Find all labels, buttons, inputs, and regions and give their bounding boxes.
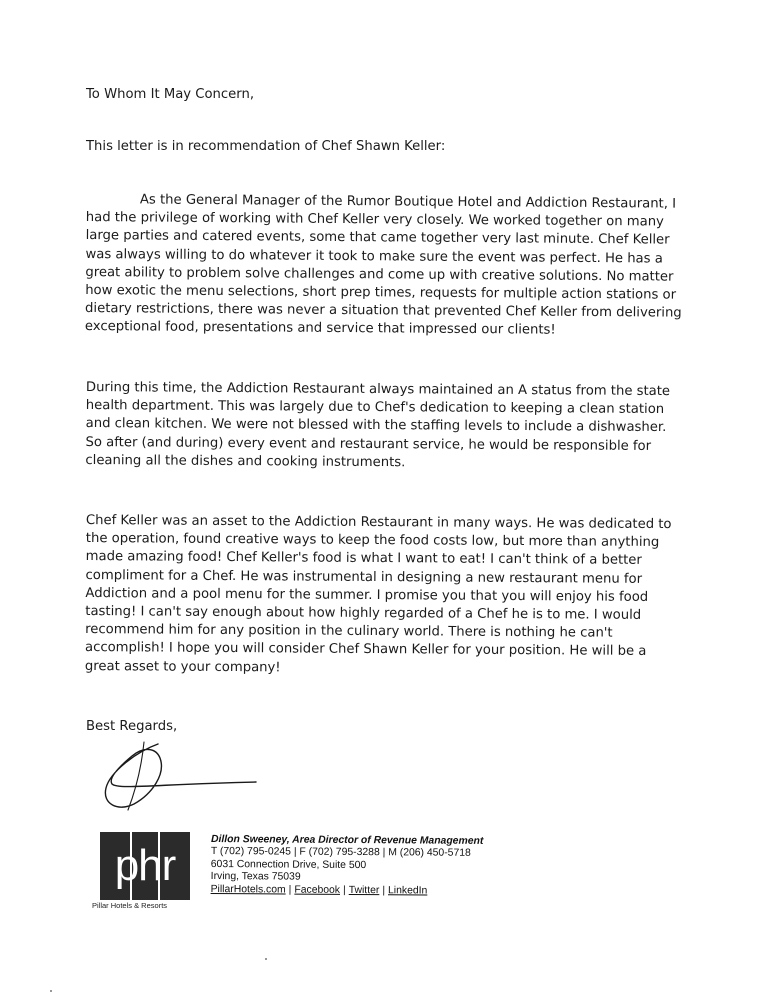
paragraph-3: Chef Keller was an asset to the Addiction Restaurant in many ways. He was dedicated to the operation, found creative ways to keep the food costs low, but more than anything made amazing food! Chef Keller's food is what I want to eat! I can't think of a better compliment for a Chef. He was instrumental in designing a new restaurant menu for Addiction and a pool menu for the summer. I promise you that you will enjoy his food tasting! I can't say enough about how highly regarded of a Chef he is to me. I would recommend him for any position in the culinary world. There is nothing he can't accomplish! I hope you will consider Chef Shawn Keller for your position. He will be a great asset to your company! [84, 513, 672, 676]
intro-line: This letter is in recommendation of Chef Shawn Keller: [86, 139, 446, 155]
website-link[interactable]: PillarHotels.com [210, 883, 286, 896]
paragraph-2: During this time, the Addiction Restaurant always maintained an A status from the state health department. This was largely due to Chef's dedication to keeping a clean station and clean kitchen. We were not blessed with the staffing levels to include a dishwasher. So after (and during) every event and restaurant service, he would be responsible for cleaning all the dishes and cooking instruments. [85, 380, 671, 471]
facebook-link[interactable]: Facebook [294, 884, 341, 896]
phr-logo [100, 832, 190, 900]
address-line-1: 6031 Connection Drive, Suite 500 [210, 858, 367, 871]
salutation: To Whom It May Concern, [86, 87, 255, 102]
linkedin-link[interactable]: LinkedIn [388, 884, 428, 897]
link-separator: | [382, 884, 386, 896]
signature-block [211, 834, 531, 898]
twitter-link[interactable]: Twitter [348, 884, 380, 896]
phone-numbers: T (702) 795-0245 | F (702) 795-3288 | M (206) 450-5718 [210, 846, 471, 860]
address-line-2: Irving, Texas 75039 [210, 871, 301, 883]
logo-caption: Pillar Hotels & Resorts [92, 901, 168, 910]
contact-links [211, 884, 531, 899]
link-separator: | [288, 884, 292, 896]
link-separator: | [342, 884, 346, 896]
closing: Best Regards, [86, 718, 178, 734]
handwritten-signature [88, 738, 258, 816]
scan-speck [50, 990, 52, 992]
letter-body [86, 86, 686, 736]
paragraph-1: As the General Manager of the Rumor Boutique Hotel and Addiction Restaurant, I had the privilege of working with Chef Keller very closely. We worked together on many large parties and catered events, some that came together very last minute. Chef Keller was always willing to do whatever it took to make sure the event was perfect. He has a great ability to problem solve challenges and come up with creative solutions. No matter how exotic the menu selections, short prep times, requests for multiple action stations or dietary restrictions, there was never a situation that prevented Chef Keller from delivering exceptional food, presentations and service that impressed our clients! [84, 192, 682, 339]
signer-name-title: Dillon Sweeney, Area Director of Revenue Management [210, 834, 484, 847]
logo-mark: phr [114, 841, 176, 890]
scan-speck [265, 958, 267, 960]
